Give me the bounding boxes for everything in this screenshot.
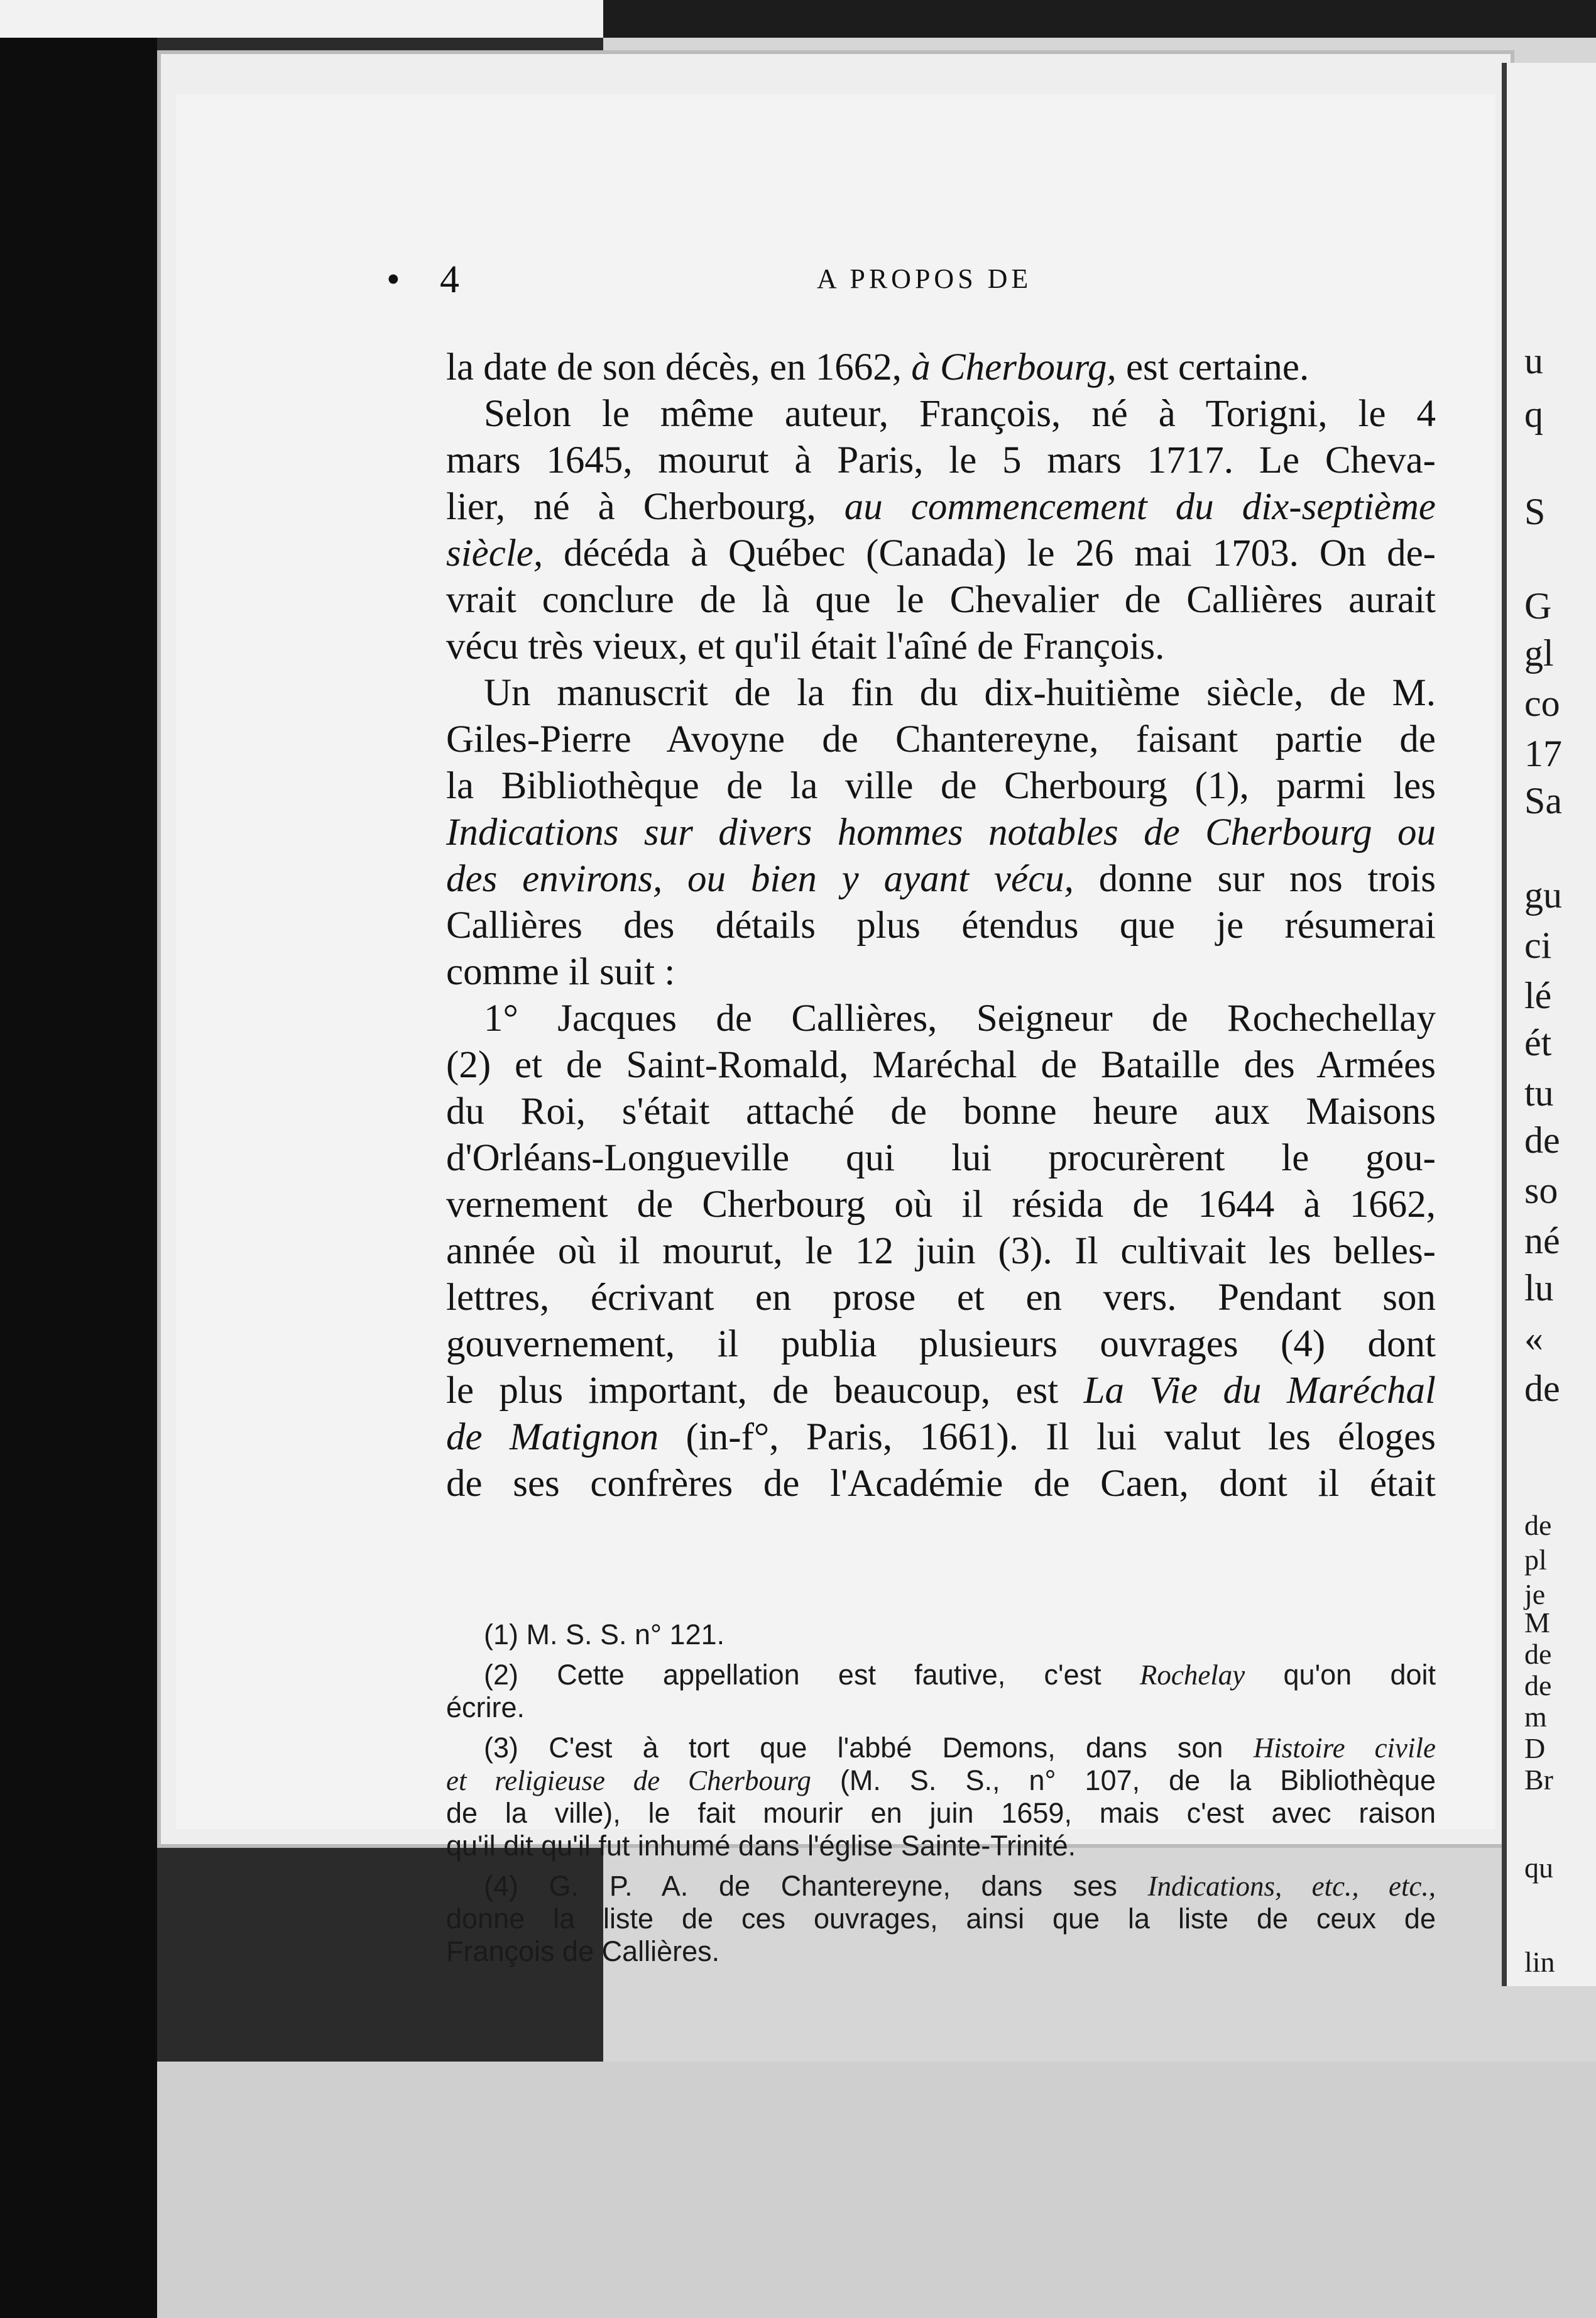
adjacent-fragment: je <box>1524 1578 1546 1610</box>
body-text <box>446 344 1436 1507</box>
italic-run: siècle, <box>446 532 544 574</box>
adjacent-fragment: M <box>1524 1607 1550 1639</box>
adjacent-fragment: G <box>1524 585 1552 627</box>
text-line <box>446 530 1436 577</box>
footnote-line: (1) M. S. S. n° 121. <box>484 1618 725 1651</box>
footnote-line: de la ville), le fait mourir en juin 1659, mais c'est avec raison <box>446 1797 1436 1829</box>
bottom-sheet <box>157 2062 1596 2318</box>
footnote-line <box>446 1659 1436 1691</box>
text-run: lier, né à Cherbourg, <box>446 486 844 528</box>
footnote-line <box>446 1870 1436 1903</box>
text-line: Callières des détails plus étendus que je résumerai <box>446 904 1436 947</box>
italic-run: à Cherbourg, <box>911 346 1117 388</box>
adjacent-fragment: lé <box>1524 975 1552 1016</box>
text-line: Un manuscrit de la fin du dix-huitième siècle, de M. <box>484 672 1436 714</box>
italic-run: au commencement du dix-septième <box>844 486 1436 528</box>
adjacent-fragment: D <box>1524 1732 1546 1764</box>
adjacent-fragment: co <box>1524 683 1560 724</box>
text-line: la Bibliothèque de la ville de Cherbourg (1), parmi les <box>446 765 1436 807</box>
text-line <box>446 856 1436 903</box>
adjacent-fragment: Br <box>1524 1764 1553 1796</box>
adjacent-fragment: ét <box>1524 1022 1552 1063</box>
adjacent-fragment: de <box>1524 1638 1552 1670</box>
text-run: la date de son décès, en 1662, <box>446 346 912 388</box>
text-line <box>446 484 1436 530</box>
page-number: 4 <box>440 258 459 301</box>
footnotes <box>446 1618 1436 1975</box>
text-line: Indications sur divers hommes notables de Cherbourg ou <box>446 811 1436 854</box>
text-line: Giles-Pierre Avoyne de Chantereyne, faisant partie de <box>446 718 1436 761</box>
adjacent-fragment: gl <box>1524 632 1554 674</box>
adjacent-fragment: de <box>1524 1119 1560 1161</box>
footnote-1 <box>446 1618 1436 1651</box>
adjacent-fragment: né <box>1524 1220 1560 1261</box>
footnote-line: écrire. <box>446 1691 525 1723</box>
adjacent-page <box>1502 63 1596 1986</box>
adjacent-fragment: de <box>1524 1368 1560 1409</box>
adjacent-fragment: qu <box>1524 1852 1553 1884</box>
left-margin-shadow <box>0 38 157 2318</box>
text-run: (3) C'est à tort que l'abbé Demons, dans son <box>484 1732 1254 1764</box>
paragraph-1 <box>446 344 1436 391</box>
text-line: lettres, écrivant en prose et en vers. Pendant son <box>446 1277 1436 1319</box>
text-line: 1° Jacques de Callières, Seigneur de Rochechellay <box>484 997 1436 1040</box>
adjacent-fragment: de <box>1524 1669 1552 1701</box>
adjacent-fragment: pl <box>1524 1544 1547 1576</box>
footnote-line: qu'il dit qu'il fut inhumé dans l'église Sainte-Trinité. <box>446 1830 1076 1862</box>
text-line <box>446 1368 1436 1414</box>
text-run: (M. S. S., n° 107, de la Bibliothèque <box>811 1764 1436 1796</box>
text-line: de ses confrères de l'Académie de Caen, dont il était <box>446 1463 1436 1505</box>
italic-run: de Matignon <box>446 1416 659 1458</box>
adjacent-fragment: 17 <box>1524 733 1562 774</box>
footnote-line <box>446 1764 1436 1797</box>
adjacent-fragment: lin <box>1524 1946 1555 1978</box>
text-line <box>446 344 1436 391</box>
adjacent-fragment: S <box>1524 491 1546 532</box>
text-run: (2) Cette appellation est fautive, c'est <box>484 1659 1140 1691</box>
text-line: mars 1645, mourut à Paris, le 5 mars 1717. Le Cheva- <box>446 439 1436 481</box>
text-run: qu'on doit <box>1245 1659 1436 1691</box>
text-line: vernement de Cherbourg où il résida de 1644 à 1662, <box>446 1184 1436 1226</box>
adjacent-fragment: lu <box>1524 1267 1554 1309</box>
text-line: comme il suit : <box>446 951 675 993</box>
adjacent-fragment: Sa <box>1524 780 1562 821</box>
text-run: donne sur nos trois <box>1073 858 1436 900</box>
paragraph-2 <box>446 391 1436 670</box>
footnote-line: François de Callières. <box>446 1935 720 1967</box>
text-line: année où il mourut, le 12 juin (3). Il cultivait les belles- <box>446 1230 1436 1272</box>
footnote-line <box>446 1732 1436 1764</box>
text-line <box>446 1414 1436 1461</box>
text-line: du Roi, s'était attaché de bonne heure aux Maisons <box>446 1090 1436 1133</box>
footnote-line: donne la liste de ces ouvrages, ainsi que la liste de ceux de <box>446 1903 1436 1935</box>
running-header <box>0 258 1596 308</box>
adjacent-fragment: « <box>1524 1317 1543 1359</box>
adjacent-fragment: de <box>1524 1509 1552 1541</box>
adjacent-fragment: u <box>1524 340 1543 382</box>
italic-run: et religieuse de Cherbourg <box>446 1765 811 1796</box>
adjacent-fragment: m <box>1524 1701 1547 1733</box>
footnote-3 <box>446 1732 1436 1862</box>
paragraph-4 <box>446 996 1436 1507</box>
adjacent-fragment: so <box>1524 1170 1558 1211</box>
footnote-4 <box>446 1870 1436 1968</box>
italic-run: Indications, etc., etc., <box>1147 1870 1436 1902</box>
text-line: Selon le même auteur, François, né à Torigni, le 4 <box>484 393 1436 435</box>
adjacent-fragment: tu <box>1524 1072 1554 1114</box>
italic-run: Rochelay <box>1139 1659 1245 1691</box>
header-bullet: • <box>386 258 400 301</box>
italic-run: des environs, ou bien y ayant vécu, <box>446 858 1074 900</box>
text-run: (in-f°, Paris, 1661). Il lui valut les éloges <box>659 1416 1436 1458</box>
adjacent-fragment: ci <box>1524 925 1552 966</box>
text-line: vécu très vieux, et qu'il était l'aîné de François. <box>446 625 1165 667</box>
italic-run: La Vie du Maréchal <box>1083 1370 1436 1412</box>
top-dark-band <box>603 0 1596 38</box>
text-line: (2) et de Saint-Romald, Maréchal de Bataille des Armées <box>446 1044 1436 1086</box>
adjacent-fragment: q <box>1524 393 1543 435</box>
italic-run: Histoire civile <box>1253 1732 1436 1764</box>
footnote-2 <box>446 1659 1436 1724</box>
text-line: vrait conclure de là que le Chevalier de Callières aurait <box>446 579 1436 621</box>
text-run: (4) G. P. A. de Chantereyne, dans ses <box>484 1870 1148 1902</box>
text-line: d'Orléans-Longueville qui lui procurèrent le gou- <box>446 1137 1436 1179</box>
text-run: décéda à Québec (Canada) le 26 mai 1703. On de- <box>543 532 1436 574</box>
running-title: A PROPOS DE <box>817 263 1032 294</box>
text-line: gouvernement, il publia plusieurs ouvrages (4) dont <box>446 1323 1436 1365</box>
text-run: le plus important, de beaucoup, est <box>446 1370 1084 1412</box>
text-run: est certaine. <box>1116 346 1309 388</box>
paragraph-3 <box>446 670 1436 996</box>
adjacent-fragment: gu <box>1524 874 1562 916</box>
